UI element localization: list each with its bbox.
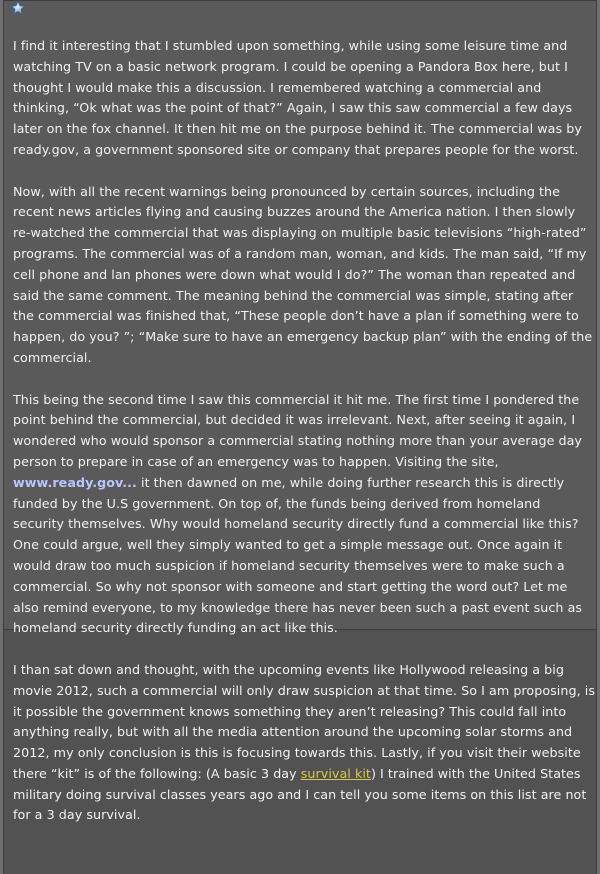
- post-paragraph-4: [13, 660, 595, 826]
- post-paragraph-1: I find it interesting that I stumbled upon something, while using some leisure time and watching TV on a basic network program. I could be opening a Pandora Box here, but I thought I would make this a discussion. I remembered watching a commercial and thinking, “Ok what was the point of that?” Again, I saw this saw commercial a few days later on the fox channel. It then hit me on the purpose behind it. The commercial was by ready.gov, a government sponsored site or company that prepares people for the worst.: [13, 38, 582, 157]
- star-icon: [11, 1, 25, 15]
- post-paragraph-4-text-a: I than sat down and thought, with the upcoming events like Hollywood releasing a big movie 2012, such a commercial will only draw suspicion at that time. So I am proposing, is it possible the government knows something they aren’t releasing? This could fall into anything really, but with all the media attention around the upcoming solar storms and 2012, my only conclusion is this is focusing towards this. Lastly, if you visit their website there “kit” is of the following: (A basic 3 day: [13, 661, 595, 781]
- post-paragraph-3-text-a: This being the second time I saw this commercial it hit me. The first time I pondered the point behind the commercial, but decided it was irrelevant. Next, after seeing it again, I wondered who would sponsor a commercial stating nothing more than your average day person to prepare in case of an emergency was to happen. Visiting the site,: [13, 391, 582, 469]
- post-paragraph-3-text-b: it then dawned on me, while doing further research this is directly funded by the U.S government. On top of, the funds being derived from homeland security themselves. Why would homeland security directly fund a commercial like this? One could argue, well they simply wanted to get a simple message out. Once again it would draw too much suspicion if homeland security themselves were to make such a commercial. So why not sponsor with someone and start getting the word out? Let me also remind everyone, to my knowledge there has never been such a past event such as homeland security directly funding an act like this.: [13, 474, 583, 636]
- post-paragraph-4-text-b: ) I trained with the United States military doing survival classes years ago and I can tell you some items on this list are not for a 3 day survival.: [13, 765, 587, 823]
- post-paragraph-3: [13, 390, 595, 640]
- post-paragraph-2: Now, with all the recent warnings being pronounced by certain sources, including the recent news articles flying and causing buzzes around the America nation. I then slowly re-watched the commercial that was displaying on multiple basic televisions “high-rated” programs. The commercial was of a random man, woman, and kids. The man said, “If my cell phone and lan phones were down what would I do?” The woman than repeated and said the same comment. The meaning behind the commercial was simple, stating after the commercial was finished that, “These people don’t have a plan if something were to happen, do you? ”; “Make sure to have an emergency backup plan” with the ending of the commercial.: [13, 183, 593, 365]
- survival-kit-link[interactable]: survival kit: [300, 765, 371, 781]
- ready-gov-link[interactable]: www.ready.gov...: [13, 474, 137, 490]
- post-body: [13, 36, 595, 847]
